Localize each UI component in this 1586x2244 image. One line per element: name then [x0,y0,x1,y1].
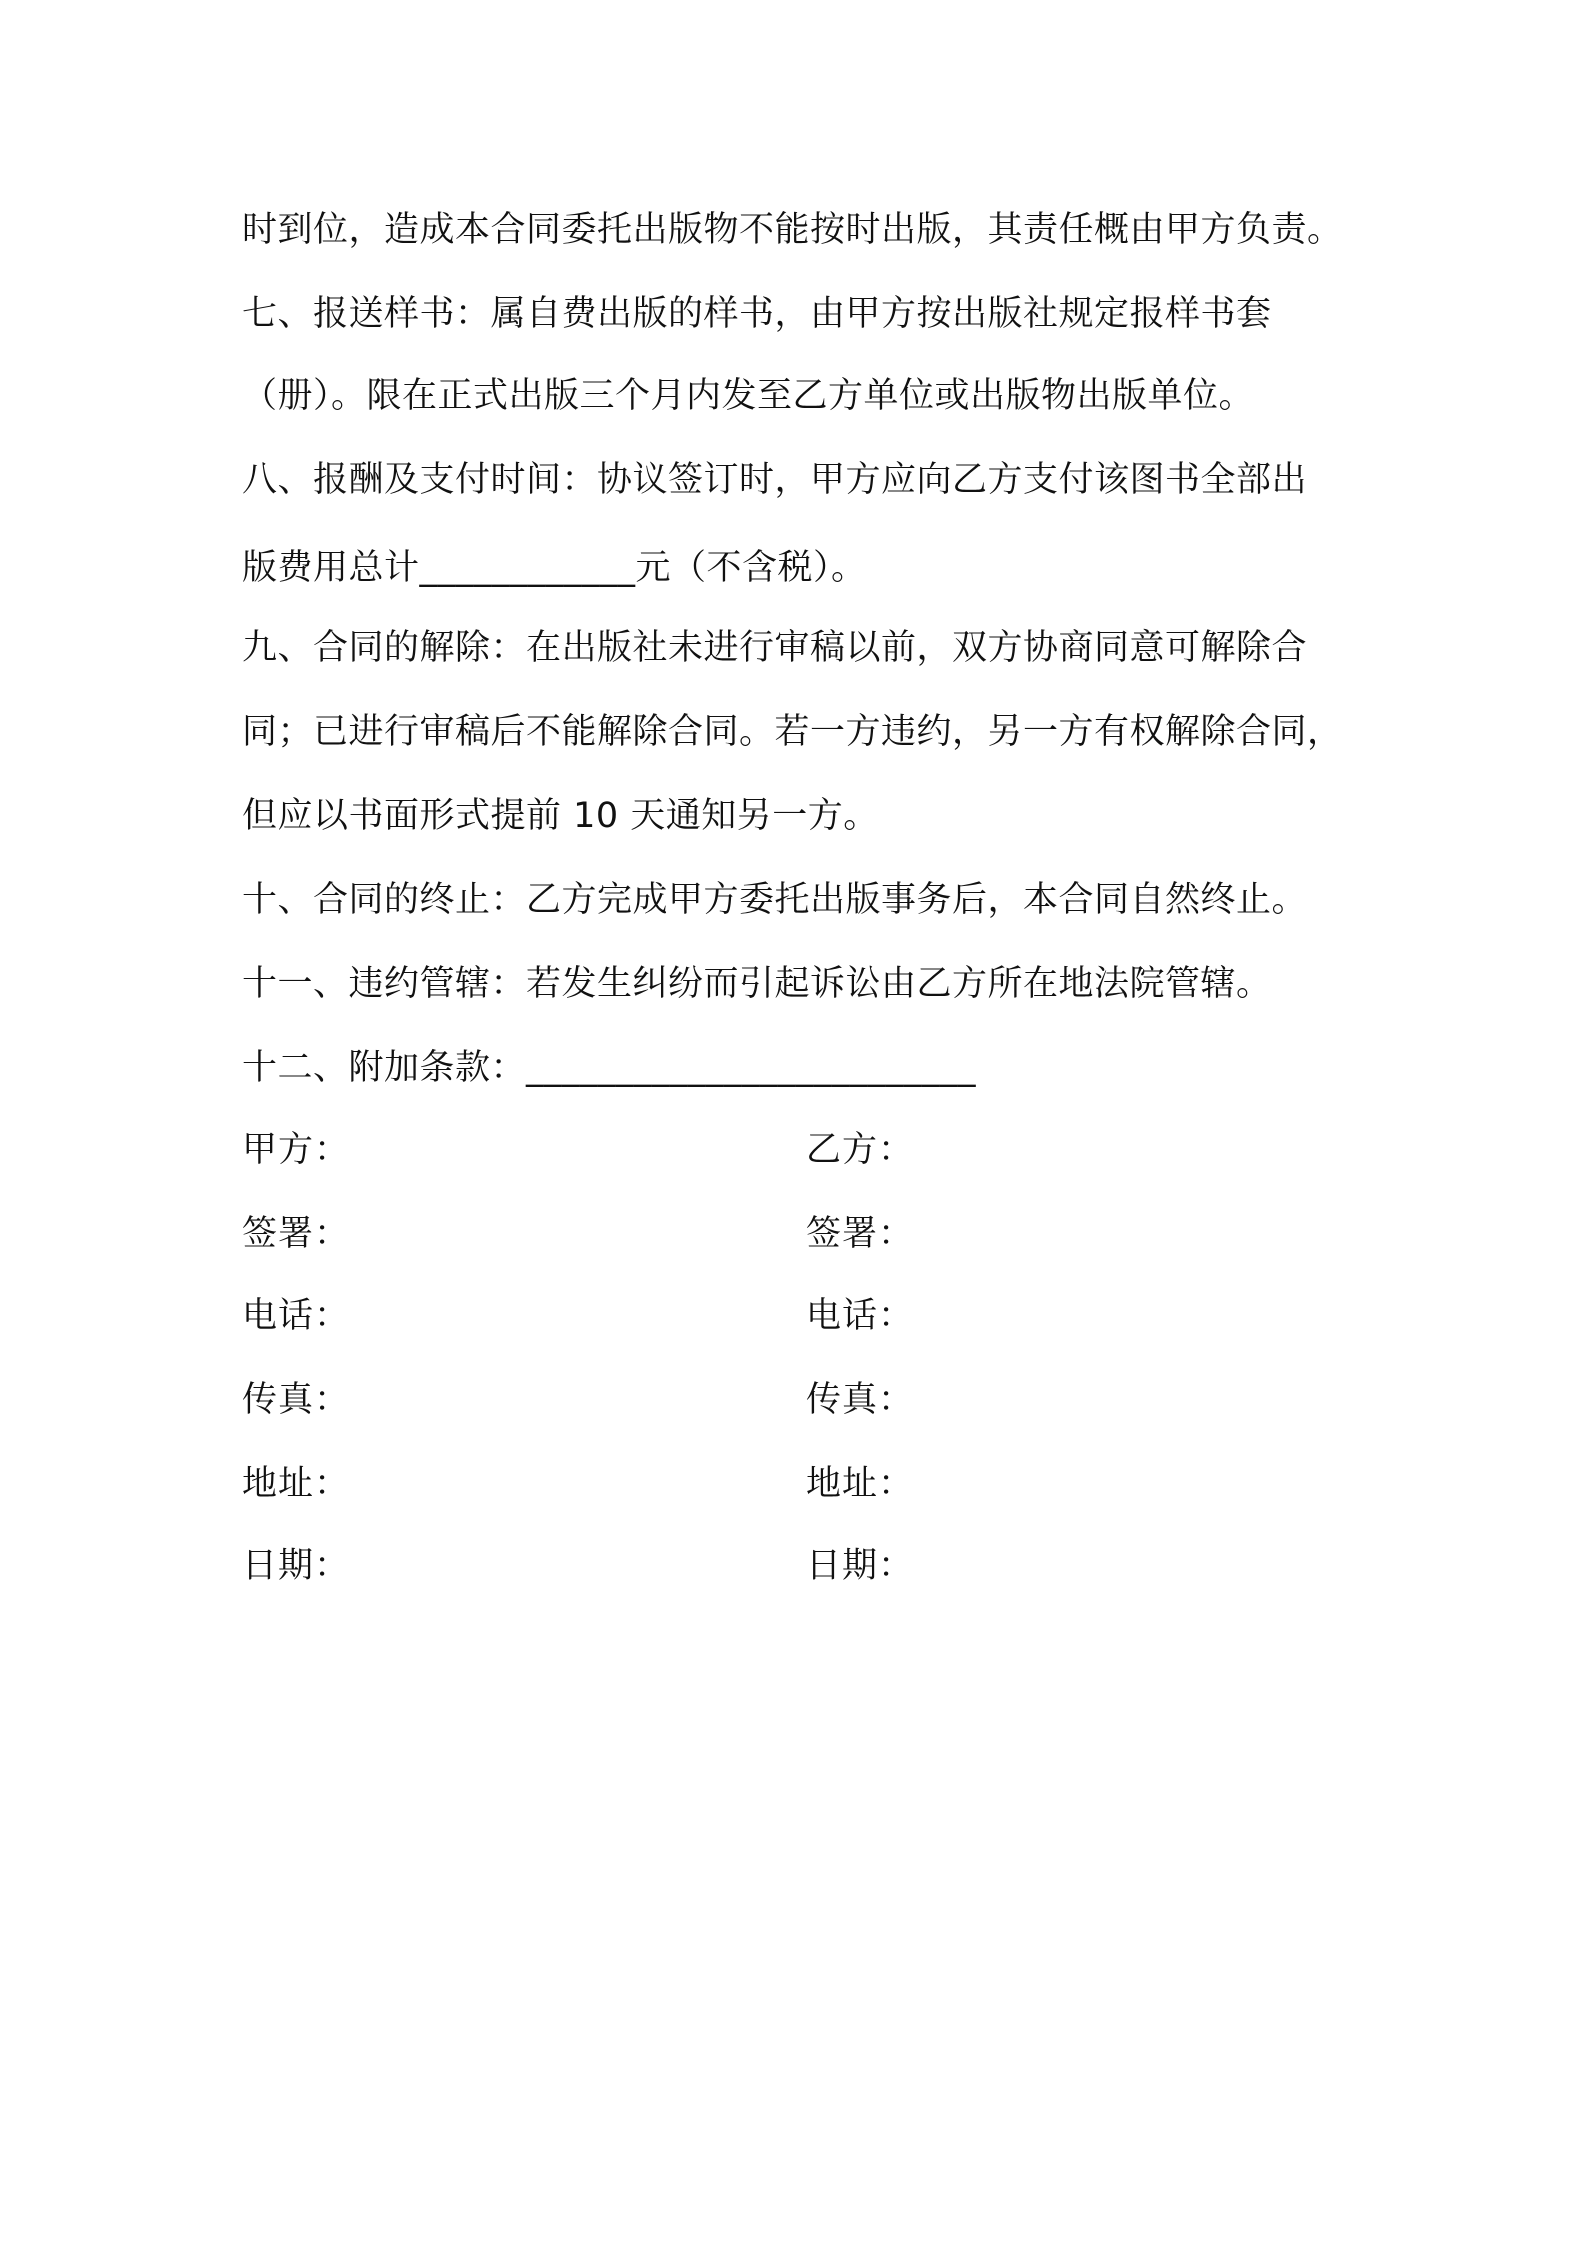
clause-line: 七、报送样书：属自费出版的样书，由甲方按出版社规定报样书套 [242,294,1272,334]
clause-line: 九、合同的解除：在出版社未进行审稿以前，双方协商同意可解除合 [242,628,1308,668]
clause-line: 但应以书面形式提前 10 天通知另一方。 [242,796,879,836]
party-b-sign-label: 签署： [806,1214,915,1254]
party-a-address-label: 地址： [242,1464,351,1504]
party-a-fax-label: 传真： [242,1380,351,1420]
clause-line: 十一、违约管辖：若发生纠纷而引起诉讼由乙方所在地法院管辖。 [242,964,1272,1004]
party-a-sign-label: 签署： [242,1214,351,1254]
party-a-date-label: 日期： [242,1546,351,1586]
clause-line: 版费用总计____________元（不含税）。 [242,548,867,588]
clause-line: （册）。限在正式出版三个月内发至乙方单位或出版物出版单位。 [242,376,1255,416]
party-b-label: 乙方： [806,1130,915,1170]
clause-line: 时到位，造成本合同委托出版物不能按时出版，其责任概由甲方负责。 [242,210,1343,250]
clause-line: 八、报酬及支付时间：协议签订时，甲方应向乙方支付该图书全部出 [242,460,1308,500]
party-b-date-label: 日期： [806,1546,915,1586]
party-b-fax-label: 传真： [806,1380,915,1420]
party-b-address-label: 地址： [806,1464,915,1504]
clause-line: 同；已进行审稿后不能解除合同。若一方违约，另一方有权解除合同， [242,712,1343,752]
party-a-phone-label: 电话： [242,1296,351,1336]
clause-line: 十、合同的终止：乙方完成甲方委托出版事务后，本合同自然终止。 [242,880,1308,920]
party-a-label: 甲方： [242,1130,351,1170]
clause-line: 十二、附加条款：_________________________ [242,1048,977,1088]
party-b-phone-label: 电话： [806,1296,915,1336]
